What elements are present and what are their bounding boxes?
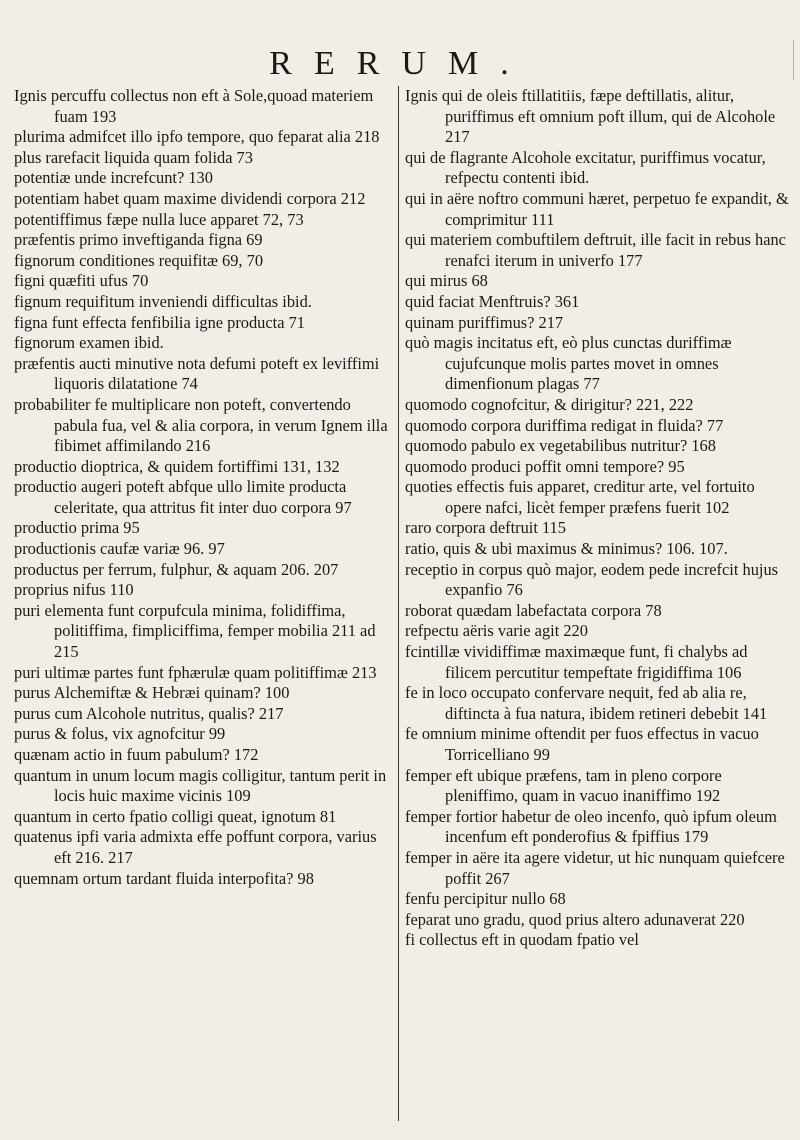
index-column-left (14, 86, 392, 889)
index-entry: potentiam habet quam maxime dividendi corpora 212 (14, 188, 366, 208)
index-entry: productio prima 95 (14, 518, 140, 538)
index-entry: Ignis qui de oleis ftillatitiis, fæpe deftillatis, alitur, puriffimus eft omnium poft illum, qui de Alcohole 217 (405, 86, 776, 147)
index-entry: qui de flagrante Alcohole excitatur, puriffimus vocatur, refpectu contenti ibid. (405, 147, 766, 188)
index-entry: quomodo produci poffit omni tempore? 95 (405, 456, 685, 476)
index-entry: receptio in corpus quò major, eodem pede increfcit hujus expanfio 76 (405, 559, 779, 600)
index-entry: fi collectus eft in quodam fpatio vel (405, 930, 639, 950)
index-entry: potentiæ unde increfcunt? 130 (14, 168, 213, 188)
index-entry: figni quæfiti ufus 70 (14, 271, 149, 291)
index-entry: feparat uno gradu, quod prius altero adunaverat 220 (405, 909, 745, 929)
index-entry: quò magis incitatus eft, eò plus cunctas duriffimæ cujufcunque molis partes movet in omnes dimenfionum plagas 77 (405, 333, 732, 394)
index-entry: puri elementa funt corpufcula minima, folidiffima, politiffima, fimpliciffima, femper mobilia 211 ad 215 (14, 600, 376, 662)
index-entry: fignum requifitum inveniendi difficultas ibid. (14, 291, 312, 311)
index-entry: quatenus ipfi varia admixta effe poffunt corpora, varius eft 216. 217 (14, 827, 377, 867)
index-entry: refpectu aëris varie agit 220 (405, 621, 588, 641)
index-entry: productio dioptrica, & quidem fortiffimi 131, 132 (14, 456, 340, 476)
index-entry: quomodo corpora duriffima redigat in fluida? 77 (405, 415, 724, 435)
index-entry: præfentis primo inveftiganda figna 69 (14, 230, 263, 250)
index-entry: femper fortior habetur de oleo incenfo, quò ipfum oleum incenfum eft ponderofius & fpiffius 179 (405, 806, 777, 847)
index-entry: quantum in certo fpatio colligi queat, ignotum 81 (14, 806, 337, 826)
index-entry: fenfu percipitur nullo 68 (405, 889, 566, 909)
index-entry: fe omnium minime oftendit per fuos effectus in vacuo Torricelliano 99 (405, 724, 759, 764)
index-entry: quomodo cognofcitur, & dirigitur? 221, 222 (405, 394, 694, 414)
index-entry: ratio, quis & ubi maximus & minimus? 106. 107. (405, 539, 728, 559)
index-entry: præfentis aucti minutive nota defumi poteft ex leviffimi liquoris dilatatione 74 (14, 353, 380, 394)
index-entry: plurima admifcet illo ipfo tempore, quo feparat alia 218 (14, 127, 380, 147)
index-entry: potentiffimus fæpe nulla luce apparet 72, 73 (14, 209, 304, 229)
index-entry: femper eft ubique præfens, tam in pleno corpore pleniffimo, quam in vacuo inaniffimo 192 (405, 765, 722, 806)
index-entry: qui mirus 68 (405, 271, 488, 291)
index-entry: Ignis percuffu collectus non eft à Sole,quoad materiem fuam 193 (14, 86, 374, 126)
index-entry: productionis caufæ variæ 96. 97 (14, 539, 225, 559)
page-corner-mark (783, 40, 794, 80)
index-entry: proprius nifus 110 (14, 580, 134, 600)
index-entry: purus cum Alcohole nutritus, qualis? 217 (14, 703, 284, 723)
column-divider (398, 86, 399, 1121)
index-entry: raro corpora deftruit 115 (405, 518, 566, 538)
index-entry: qui in aëre noftro communi hæret, perpetuo fe expandit, & comprimitur 111 (405, 188, 789, 229)
index-entry: figna funt effecta fenfibilia igne producta 71 (14, 312, 305, 332)
index-entry: femper in aëre ita agere videtur, ut hic nunquam quiefcere poffit 267 (405, 847, 785, 888)
index-entry: fignorum examen ibid. (14, 333, 164, 353)
index-entry: quinam puriffimus? 217 (405, 312, 564, 332)
index-entry: productus per ferrum, fulphur, & aquam 206. 207 (14, 559, 339, 579)
index-entry: quænam actio in fuum pabulum? 172 (14, 745, 259, 764)
index-entry: purus & folus, vix agnofcitur 99 (14, 724, 226, 744)
index-entry: quoties effectis fuis apparet, creditur arte, vel fortuito opere nafci, licèt femper præfens fuerit 102 (405, 477, 755, 517)
index-entry: quemnam ortum tardant fluida interpofita? 98 (14, 868, 314, 888)
index-entry: purus Alchemiftæ & Hebræi quinam? 100 (14, 683, 290, 703)
index-entry: quomodo pabulo ex vegetabilibus nutritur? 168 (405, 436, 716, 456)
index-entry: productio augeri poteft abfque ullo limite producta celeritate, qua attritus fit inter duo corpora 97 (14, 477, 352, 517)
index-entry: fignorum conditiones requifitæ 69, 70 (14, 250, 264, 270)
index-entry: puri ultimæ partes funt fphærulæ quam politiffimæ 213 (14, 662, 377, 682)
index-column-right (405, 86, 789, 951)
running-head: RERUM. (269, 45, 531, 82)
index-entry: fe in loco occupato confervare nequit, fed ab alia re, diftincta à fua natura, ibidem retineri debebit 141 (405, 683, 768, 723)
index-entry: quantum in unum locum magis colligitur, tantum perit in locis huic maxime vicinis 109 (14, 765, 387, 806)
index-entry: roborat quædam labefactata corpora 78 (405, 600, 662, 620)
index-entry: qui materiem combuftilem deftruit, ille facit in rebus hanc renafci iterum in univerfo 177 (405, 230, 786, 270)
index-entry: fcintillæ vividiffimæ maximæque funt, fi chalybs ad filicem percutitur tempeftate frigidiffima 106 (405, 642, 748, 682)
index-entry: quid faciat Menftruis? 361 (405, 291, 580, 311)
index-entry: probabiliter fe multiplicare non poteft, convertendo pabula fua, vel & alia corpora, in verum Ignem illa fibimet affimilando 216 (14, 394, 388, 456)
index-entry: plus rarefacit liquida quam folida 73 (14, 147, 253, 167)
